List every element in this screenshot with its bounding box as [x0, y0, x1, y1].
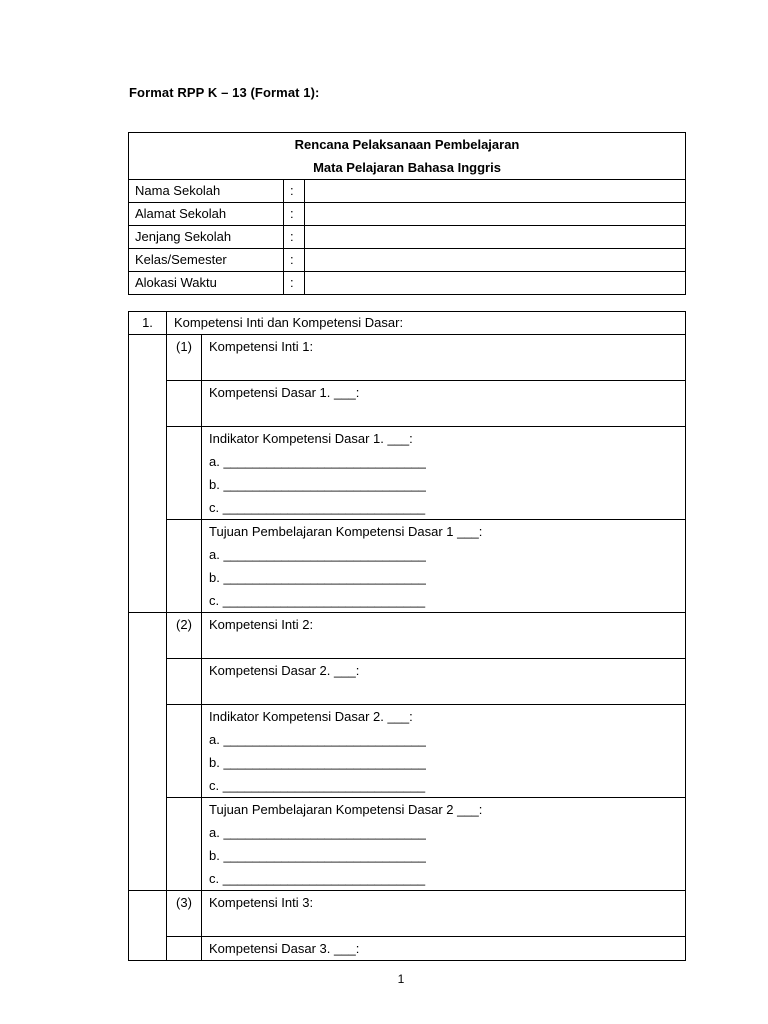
field-row-jenjang-sekolah: [129, 226, 686, 249]
tujuan-item: c. ____________________________: [209, 593, 426, 608]
field-row-alamat-sekolah: [129, 203, 686, 226]
empty-sub-cell: [167, 705, 202, 798]
rpp-header-table: [128, 132, 686, 295]
field-label: Alokasi Waktu: [129, 272, 284, 295]
sub-number: (1): [167, 335, 202, 381]
field-colon: :: [284, 249, 305, 272]
tujuan-cell: [202, 798, 686, 891]
empty-sub-cell: [167, 381, 202, 427]
field-label: Nama Sekolah: [129, 180, 284, 203]
empty-number-cell: [129, 613, 167, 891]
indikator-heading: Indikator Kompetensi Dasar 2. ___:: [209, 709, 413, 724]
tujuan-item: b. ____________________________: [209, 848, 426, 863]
empty-sub-cell: [167, 520, 202, 613]
section-number: 1.: [129, 312, 167, 335]
kompetensi-dasar-cell: Kompetensi Dasar 2. ___:: [202, 659, 686, 705]
header-title-cell: [129, 133, 686, 180]
empty-number-cell: [129, 335, 167, 613]
header-title-line2: Mata Pelajaran Bahasa Inggris: [313, 160, 501, 175]
sub-number: (3): [167, 891, 202, 937]
field-value[interactable]: [305, 272, 686, 295]
empty-sub-cell: [167, 937, 202, 961]
indikator-item: b. ____________________________: [209, 755, 426, 770]
field-colon: :: [284, 272, 305, 295]
tujuan-heading: Tujuan Pembelajaran Kompetensi Dasar 1 ___:: [209, 524, 483, 539]
field-colon: :: [284, 180, 305, 203]
document-title: Format RPP K – 13 (Format 1):: [129, 85, 320, 100]
kompetensi-inti-cell: Kompetensi Inti 3:: [202, 891, 686, 937]
indikator-item: b. ____________________________: [209, 477, 426, 492]
indikator-item: a. ____________________________: [209, 732, 426, 747]
empty-sub-cell: [167, 659, 202, 705]
indikator-item: c. ____________________________: [209, 500, 426, 515]
tujuan-heading: Tujuan Pembelajaran Kompetensi Dasar 2 ___:: [209, 802, 483, 817]
field-label: Jenjang Sekolah: [129, 226, 284, 249]
field-row-kelas-semester: [129, 249, 686, 272]
indikator-item: a. ____________________________: [209, 454, 426, 469]
field-row-nama-sekolah: [129, 180, 686, 203]
empty-number-cell: [129, 891, 167, 961]
indikator-item: c. ____________________________: [209, 778, 426, 793]
indikator-cell: [202, 705, 686, 798]
tujuan-cell: [202, 520, 686, 613]
indikator-cell: [202, 427, 686, 520]
kompetensi-dasar-cell: Kompetensi Dasar 3. ___:: [202, 937, 686, 961]
tujuan-item: c. ____________________________: [209, 871, 426, 886]
page-number: 1: [397, 972, 405, 986]
tujuan-item: a. ____________________________: [209, 547, 426, 562]
field-value[interactable]: [305, 226, 686, 249]
header-title-line1: Rencana Pelaksanaan Pembelajaran: [294, 137, 520, 152]
field-row-alokasi-waktu: [129, 272, 686, 295]
tujuan-item: b. ____________________________: [209, 570, 426, 585]
kompetensi-table: [128, 311, 686, 961]
section-title: Kompetensi Inti dan Kompetensi Dasar:: [167, 312, 686, 335]
kompetensi-dasar-cell: Kompetensi Dasar 1. ___:: [202, 381, 686, 427]
field-colon: :: [284, 203, 305, 226]
field-value[interactable]: [305, 249, 686, 272]
indikator-heading: Indikator Kompetensi Dasar 1. ___:: [209, 431, 413, 446]
field-colon: :: [284, 226, 305, 249]
sub-number: (2): [167, 613, 202, 659]
field-label: Alamat Sekolah: [129, 203, 284, 226]
kompetensi-inti-cell: Kompetensi Inti 1:: [202, 335, 686, 381]
empty-sub-cell: [167, 798, 202, 891]
kompetensi-inti-cell: Kompetensi Inti 2:: [202, 613, 686, 659]
field-label: Kelas/Semester: [129, 249, 284, 272]
tujuan-item: a. ____________________________: [209, 825, 426, 840]
empty-sub-cell: [167, 427, 202, 520]
field-value[interactable]: [305, 203, 686, 226]
field-value[interactable]: [305, 180, 686, 203]
